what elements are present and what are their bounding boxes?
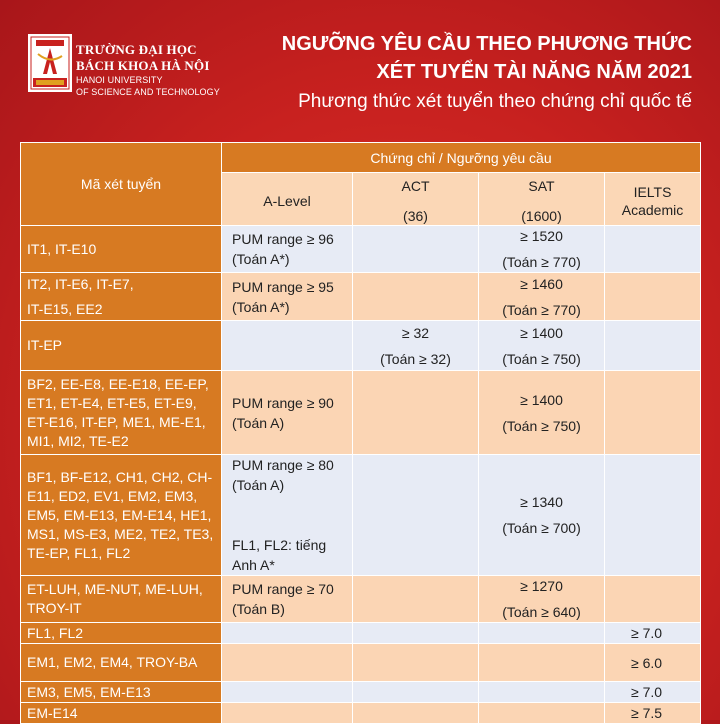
- alevel-value: PUM range ≥ 70: [232, 581, 334, 597]
- sat-cell: [479, 273, 605, 321]
- table-row: [21, 682, 701, 703]
- alevel-note: (Toán A): [232, 414, 285, 431]
- university-logo: [28, 34, 72, 92]
- title-line-1: NGƯỠNG YÊU CẦU THEO PHƯƠNG THỨC: [281, 33, 692, 55]
- subtitle: Phương thức xét tuyển theo chứng chỉ quốc tế: [298, 91, 692, 112]
- university-name: [76, 42, 220, 98]
- header-act-label: ACT: [401, 178, 430, 194]
- table-row: [21, 644, 701, 682]
- alevel-extra-note: FL1, FL2: tiếng Anh A*: [232, 537, 327, 573]
- row-code: EM1, EM2, EM4, TROY-BA: [21, 644, 222, 682]
- alevel-cell: [222, 576, 353, 623]
- ielts-cell: [605, 226, 701, 273]
- table-row: [21, 321, 701, 371]
- act-cell: [353, 644, 479, 682]
- alevel-cell: [222, 644, 353, 682]
- sat-value: ≥ 1400: [520, 324, 563, 341]
- act-cell: [353, 682, 479, 703]
- ielts-cell: [605, 576, 701, 623]
- header-act: [353, 173, 479, 226]
- alevel-value: PUM range ≥ 96: [232, 231, 334, 247]
- act-value: ≥ 32: [401, 324, 430, 341]
- sat-value: ≥ 1520: [520, 228, 563, 244]
- row-code: BF1, BF-E12, CH1, CH2, CH-E11, ED2, EV1, EM2, EM3, EM5, EM-E13, EM-E14, HE1, MS1, MS-E3, ME2, TE2, TE3, TE-EP, FL1, FL2: [21, 455, 222, 576]
- header-alevel-label: A-Level: [263, 193, 311, 209]
- act-cell: [353, 226, 479, 273]
- alevel-note: (Toán B): [232, 601, 285, 617]
- alevel-cell: [222, 682, 353, 703]
- row-code: EM3, EM5, EM-E13: [21, 682, 222, 703]
- ielts-cell: [605, 273, 701, 321]
- sat-value: ≥ 1340: [520, 494, 563, 510]
- alevel-cell: [222, 455, 353, 576]
- sat-value: ≥ 1460: [520, 275, 563, 292]
- table-row: [21, 226, 701, 273]
- sat-value: ≥ 1400: [520, 391, 563, 408]
- header-code: Mã xét tuyển: [21, 143, 222, 226]
- row-code: EM-E14: [21, 703, 222, 724]
- table-row: [21, 371, 701, 455]
- sat-cell: [479, 576, 605, 623]
- ielts-cell: ≥ 7.5: [605, 703, 701, 724]
- act-note: (Toán ≥ 32): [380, 350, 451, 367]
- header-ielts: [605, 173, 701, 226]
- alevel-cell: [222, 703, 353, 724]
- alevel-cell: [222, 226, 353, 273]
- alevel-value: PUM range ≥ 95: [232, 278, 334, 295]
- header-alevel: [222, 173, 353, 226]
- act-cell: [353, 371, 479, 455]
- university-name-en-line1: HANOI UNIVERSITY: [76, 75, 163, 85]
- sat-cell: [479, 682, 605, 703]
- header-sat: [479, 173, 605, 226]
- header-ielts-label-2: Academic: [621, 202, 684, 218]
- sat-cell: [479, 321, 605, 371]
- university-name-vn-line1: TRƯỜNG ĐẠI HỌC: [76, 42, 197, 57]
- sat-note: (Toán ≥ 750): [502, 350, 581, 367]
- row-code: IT-EP: [21, 321, 222, 371]
- ielts-cell: [605, 321, 701, 371]
- threshold-table: [20, 142, 701, 724]
- row-code: ET-LUH, ME-NUT, ME-LUH, TROY-IT: [21, 576, 222, 623]
- sat-value: ≥ 1270: [520, 578, 563, 594]
- header-sat-label: SAT: [528, 178, 555, 194]
- sat-note: (Toán ≥ 750): [502, 417, 581, 434]
- header-sat-scale: (1600): [521, 208, 562, 224]
- alevel-cell: [222, 371, 353, 455]
- table-row: [21, 703, 701, 724]
- sat-cell: [479, 226, 605, 273]
- row-code: IT1, IT-E10: [21, 226, 222, 273]
- university-name-en-line2: OF SCIENCE AND TECHNOLOGY: [76, 87, 220, 97]
- sat-cell: [479, 455, 605, 576]
- sat-note: (Toán ≥ 770): [502, 254, 581, 270]
- sat-cell: [479, 644, 605, 682]
- table-row: [21, 455, 701, 576]
- ielts-cell: ≥ 7.0: [605, 682, 701, 703]
- row-code: BF2, EE-E8, EE-E18, EE-EP, ET1, ET-E4, ET-E5, ET-E9, ET-E16, IT-EP, ME1, ME-E1, MI1, MI2, TE-E2: [21, 371, 222, 455]
- title-line-2: XÉT TUYỂN TÀI NĂNG NĂM 2021: [376, 61, 692, 83]
- alevel-cell: [222, 321, 353, 371]
- sat-note: (Toán ≥ 770): [502, 301, 581, 318]
- sat-cell: [479, 371, 605, 455]
- ielts-cell: ≥ 7.0: [605, 623, 701, 644]
- act-cell: [353, 623, 479, 644]
- header-ielts-label-1: IELTS: [633, 184, 672, 200]
- act-cell: [353, 703, 479, 724]
- alevel-value: PUM range ≥ 90: [232, 394, 334, 411]
- alevel-value: PUM range ≥ 80: [232, 457, 334, 473]
- sat-note: (Toán ≥ 640): [502, 604, 581, 620]
- table-row: [21, 576, 701, 623]
- alevel-note: (Toán A): [232, 477, 285, 493]
- alevel-cell: [222, 273, 353, 321]
- act-cell: [353, 273, 479, 321]
- table-row: [21, 623, 701, 644]
- alevel-note: (Toán A*): [232, 251, 290, 267]
- act-cell: [353, 576, 479, 623]
- act-cell: [353, 455, 479, 576]
- sat-cell: [479, 703, 605, 724]
- row-code: IT2, IT-E6, IT-E7, IT-E15, EE2: [21, 273, 222, 321]
- header-act-scale: (36): [403, 208, 428, 224]
- page-title: [282, 30, 692, 116]
- alevel-note: (Toán A*): [232, 298, 290, 315]
- ielts-cell: ≥ 6.0: [605, 644, 701, 682]
- ielts-cell: [605, 455, 701, 576]
- table-row: [21, 273, 701, 321]
- ielts-cell: [605, 371, 701, 455]
- sat-cell: [479, 623, 605, 644]
- university-name-vn-line2: BÁCH KHOA HÀ NỘI: [76, 58, 210, 73]
- sat-note: (Toán ≥ 700): [502, 520, 581, 536]
- alevel-cell: [222, 623, 353, 644]
- header-certificates: Chứng chỉ / Ngưỡng yêu cầu: [222, 143, 701, 173]
- row-code: FL1, FL2: [21, 623, 222, 644]
- act-cell: [353, 321, 479, 371]
